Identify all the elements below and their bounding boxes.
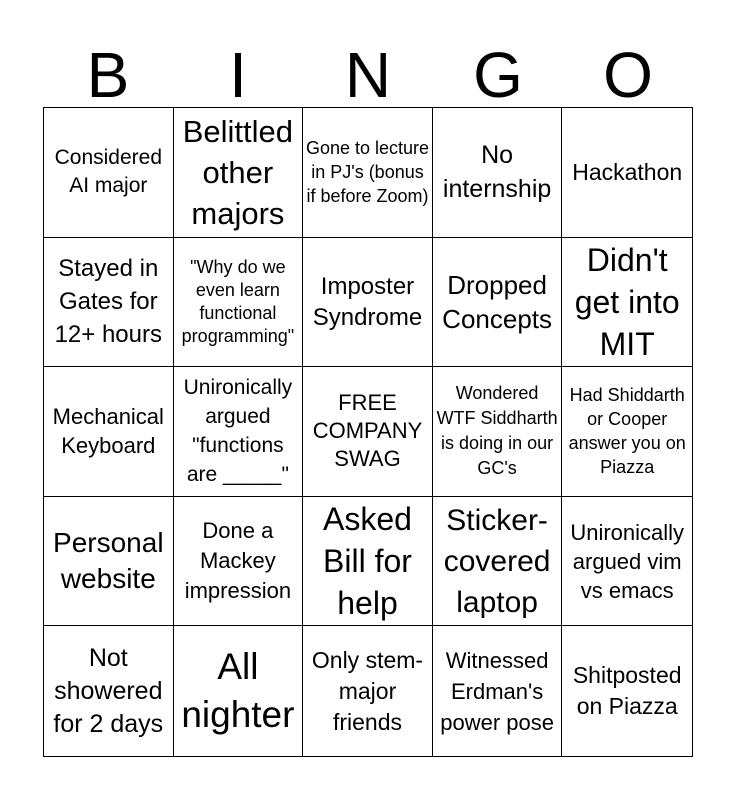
cell-text: Mechanical Keyboard: [52, 404, 164, 459]
bingo-cell[interactable]: [174, 108, 304, 238]
cell-text: Asked Bill for help: [323, 501, 412, 622]
bingo-cell[interactable]: [433, 497, 563, 627]
bingo-cell[interactable]: [433, 238, 563, 368]
cell-text: Hackathon: [572, 159, 683, 186]
bingo-cell[interactable]: [562, 108, 692, 238]
cell-text: All nighter: [181, 646, 295, 736]
bingo-cell[interactable]: [562, 626, 692, 756]
bingo-cell[interactable]: [44, 108, 174, 238]
cell-text: FREE COMPANY SWAG: [312, 390, 423, 472]
bingo-cell[interactable]: [303, 626, 433, 756]
cell-text: Done a Mackey impression: [184, 518, 292, 604]
bingo-cell[interactable]: [433, 626, 563, 756]
bingo-cell[interactable]: [562, 497, 692, 627]
free-space-cell[interactable]: [303, 367, 433, 497]
cell-text: Imposter Syndrome: [312, 272, 423, 331]
bingo-cell[interactable]: [303, 238, 433, 368]
bingo-cell[interactable]: [174, 367, 304, 497]
bingo-cell[interactable]: [562, 238, 692, 368]
cell-text: Shitposted on Piazza: [572, 662, 682, 720]
cell-text: Unironically argued "functions are _____": [183, 376, 293, 487]
cell-text: No internship: [442, 141, 552, 204]
bingo-grid: [43, 107, 693, 757]
bingo-cell[interactable]: [303, 108, 433, 238]
bingo-cell[interactable]: [44, 626, 174, 756]
cell-text: Had Shiddarth or Cooper answer you on Piazza: [568, 385, 686, 478]
bingo-cell[interactable]: [44, 497, 174, 627]
bingo-cell[interactable]: [174, 497, 304, 627]
cell-text: Witnessed Erdman's power pose: [440, 647, 554, 735]
cell-text: Sticker-covered laptop: [443, 503, 551, 619]
header-letter-b: B: [86, 39, 130, 111]
bingo-cell[interactable]: [303, 497, 433, 627]
bingo-header: [0, 40, 736, 110]
cell-text: Personal website: [53, 527, 164, 595]
cell-text: Unironically argued vim vs emacs: [570, 519, 685, 603]
bingo-cell[interactable]: [44, 238, 174, 368]
bingo-cell[interactable]: [174, 238, 304, 368]
bingo-cell[interactable]: [433, 367, 563, 497]
cell-text: Wondered WTF Siddharth is doing in our GC's: [436, 383, 558, 479]
cell-text: Only stem-major friends: [311, 646, 424, 735]
cell-text: Gone to lecture in PJ's (bonus if before Zoom): [305, 138, 430, 207]
bingo-cell[interactable]: [433, 108, 563, 238]
cell-text: Didn't get into MIT: [574, 241, 680, 362]
bingo-cell[interactable]: [174, 626, 304, 756]
header-letter-g: G: [473, 39, 523, 111]
bingo-cell[interactable]: [562, 367, 692, 497]
cell-text: Dropped Concepts: [442, 269, 553, 334]
header-letter-n: N: [344, 39, 392, 111]
cell-text: "Why do we even learn functional programming": [181, 256, 295, 346]
header-letter-i: I: [229, 39, 247, 111]
cell-text: Belittled other majors: [182, 113, 294, 231]
header-letter-o: O: [603, 39, 653, 111]
cell-text: Stayed in Gates for 12+ hours: [54, 255, 162, 349]
bingo-cell[interactable]: [44, 367, 174, 497]
cell-text: Considered AI major: [54, 146, 162, 198]
cell-text: Not showered for 2 days: [53, 643, 164, 738]
